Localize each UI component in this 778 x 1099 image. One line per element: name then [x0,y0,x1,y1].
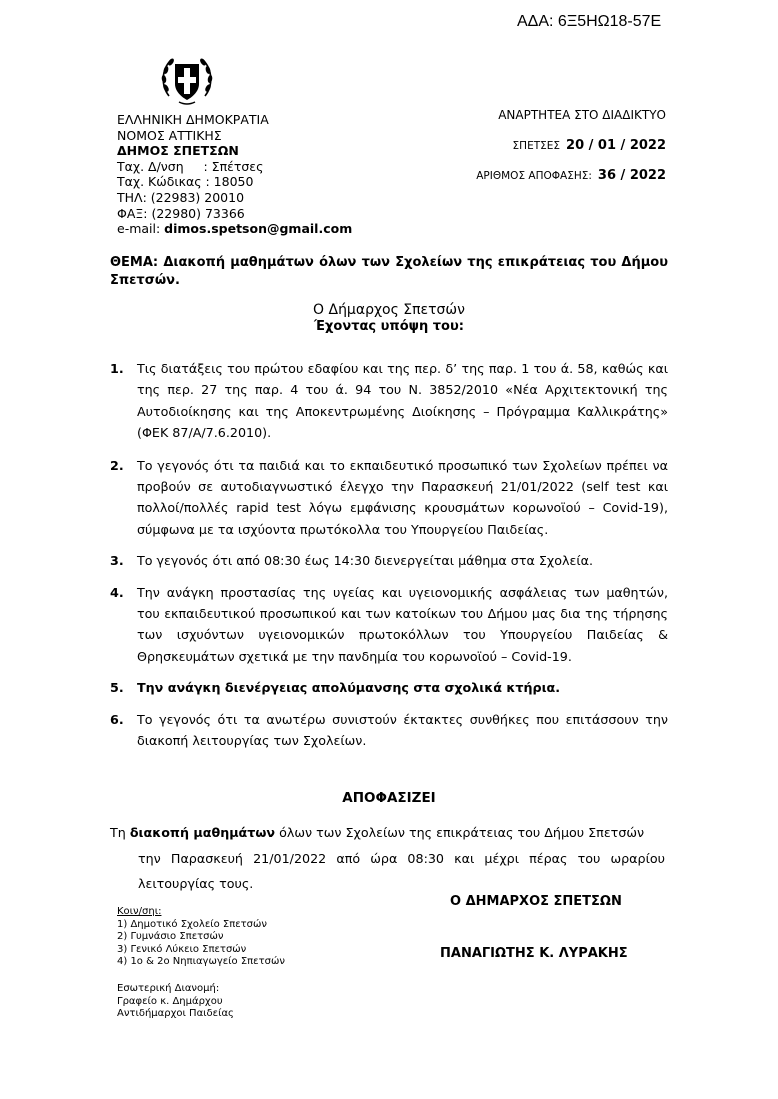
list-item [110,358,668,444]
list-item-number: 4. [110,584,124,600]
decision-number-row [476,168,666,198]
distribution-item: 1) Δημοτικό Σχολείο Σπετσών [117,918,267,930]
decision-text [110,820,665,897]
greek-coat-of-arms-icon [159,52,215,108]
issuer-line-republic: ΕΛΛΗΝΙΚΗ ΔΗΜΟΚΡΑΤΙΑ [117,112,269,127]
list-item [110,709,668,752]
list-item [110,455,668,541]
decides-heading: ΑΠΟΦΑΣΙΖΕΙ [342,790,436,806]
decision-line-1-rest: όλων των Σχολείων της επικράτειας του Δήμου Σπετσών [275,825,645,840]
decision-line-2: την Παρασκευή 21/01/2022 από ώρα 08:30 και μέχρι πέρας του ωραρίου [138,850,665,866]
considering-heading: Έχοντας υπόψη του: [314,319,464,334]
considerations-list [110,358,668,752]
list-item [110,582,668,668]
list-item [110,550,668,571]
place-label: ΣΠΕΤΣΕΣ [512,140,561,152]
list-item-number: 6. [110,711,124,727]
decision-line-1 [110,820,665,846]
decision-keyword: διακοπή μαθημάτων [129,825,276,840]
list-item-number: 3. [110,553,124,569]
distribution-item: 4) 1ο & 2ο Νηπιαγωγείο Σπετσών [117,956,285,967]
internal-distribution-title: Εσωτερική Διανομή: [117,983,220,994]
list-item-text: Το γεγονός ότι από 08:30 έως 14:30 διενεργείται μάθημα στα Σχολεία. [137,553,594,569]
mayor-heading: Ο Δήμαρχος Σπετσών [313,302,465,318]
list-item-number: 1. [110,361,124,376]
issuer-phone: ΤΗΛ: (22983) 20010 [117,189,245,205]
decision-line-3: λειτουργίας τους. [138,876,254,891]
decision-number: 36 / 2022 [597,168,666,183]
issuer-email[interactable]: dimos.spetson@gmail.com [164,221,353,237]
issuer-fax: ΦΑΞ: (22980) 73366 [117,205,245,221]
list-item-text: Την ανάγκη προστασίας της υγείας και υγειονομικής ασφάλειας των μαθητών, του εκπαιδευτικού προσωπικού και των κατοίκων του Δήμου μας δια της τήρησης των ισχυόντων υγειονομικών πρωτοκόλλων του Υπουργείου Παιδείας & Θρησκευμάτων σχετικά με την πανδημία του κορωνοϊού – Covid-19. [137,584,668,664]
issuer-line-municipality: ΔΗΜΟΣ ΣΠΕΤΣΩΝ [117,143,239,159]
signatory-title: Ο ΔΗΜΑΡΧΟΣ ΣΠΕΤΣΩΝ [450,894,622,909]
list-item-number: 2. [110,457,124,473]
internal-distribution-item: Αντιδήμαρχοι Παιδείας [117,1008,234,1019]
internal-distribution-item: Γραφείο κ. Δημάρχου [117,995,223,1007]
distribution-list [117,906,285,969]
distribution-item: 2) Γυμνάσιο Σπετσών [117,931,224,942]
distribution-item: 3) Γενικό Λύκειο Σπετσών [117,943,247,955]
issuer-email-label: e-mail: [117,221,165,237]
issuer-block [117,112,352,237]
issuer-address: Ταχ. Δ/νση : Σπέτσες [117,158,264,174]
document-header-right [476,108,666,198]
list-item-text: Τις διατάξεις του πρώτου εδαφίου και της περ. δ’ της παρ. 1 του ά. 58, καθώς και της περ. 27 της παρ. 4 του ά. 94 του Ν. 3852/2010 «Νέα Αρχιτεκτονική της Αυτοδιοίκησης και της Αποκεντρωμένης Διοίκησης – Πρόγραμμα Καλλικράτης» (ΦΕΚ 87/Α/7.6.2010). [137,361,668,441]
issuer-line-prefecture: ΝΟΜΟΣ ΑΤΤΙΚΗΣ [117,127,222,143]
subject-line: ΘΕΜΑ: Διακοπή μαθημάτων όλων των Σχολείων της επικράτειας του Δήμου Σπετσών. [110,255,668,288]
decision-number-label: ΑΡΙΘΜΟΣ ΑΠΟΦΑΣΗΣ: [476,170,592,182]
signatory-name: ΠΑΝΑΓΙΩΤΗΣ Κ. ΛΥΡΑΚΗΣ [440,946,628,961]
list-item-text: Το γεγονός ότι τα παιδιά και το εκπαιδευτικό προσωπικό των Σχολείων πρέπει να προβούν σε αυτοδιαγνωστικό έλεγχο την Παρασκευή 21/01/2022 (self test και πολλοί/πολλές rapid test λόγω εμφάνισης κρουσμάτων κορωνοϊού – Covid-19), σύμφωνα με τα ισχύοντα πρωτόκολλα του Υπουργείου Παιδείας. [137,457,668,537]
date-row [476,138,666,168]
post-online-note: ΑΝΑΡΤΗΤΕΑ ΣΤΟ ΔΙΑΔΙΚΤΥΟ [498,108,666,122]
list-item-text: Την ανάγκη διενέργειας απολύμανσης στα σχολικά κτήρια. [137,680,561,696]
issuer-email-row [117,221,352,237]
list-item-number: 5. [110,680,124,696]
issuer-postal-code: Ταχ. Κώδικας : 18050 [117,174,254,190]
list-item [110,677,668,698]
internal-distribution [117,983,234,1021]
document-date: 20 / 01 / 2022 [566,138,666,153]
list-item-text: Το γεγονός ότι τα ανωτέρω συνιστούν έκτακτες συνθήκες που επιτάσσουν την διακοπή λειτουργίας των Σχολείων. [137,711,668,749]
decision-prefix: Τη [110,825,130,840]
distribution-title: Κοιν/σηι: [117,906,162,917]
ada-code: ΑΔΑ: 6Ξ5ΗΩ18-57Ε [517,13,662,30]
